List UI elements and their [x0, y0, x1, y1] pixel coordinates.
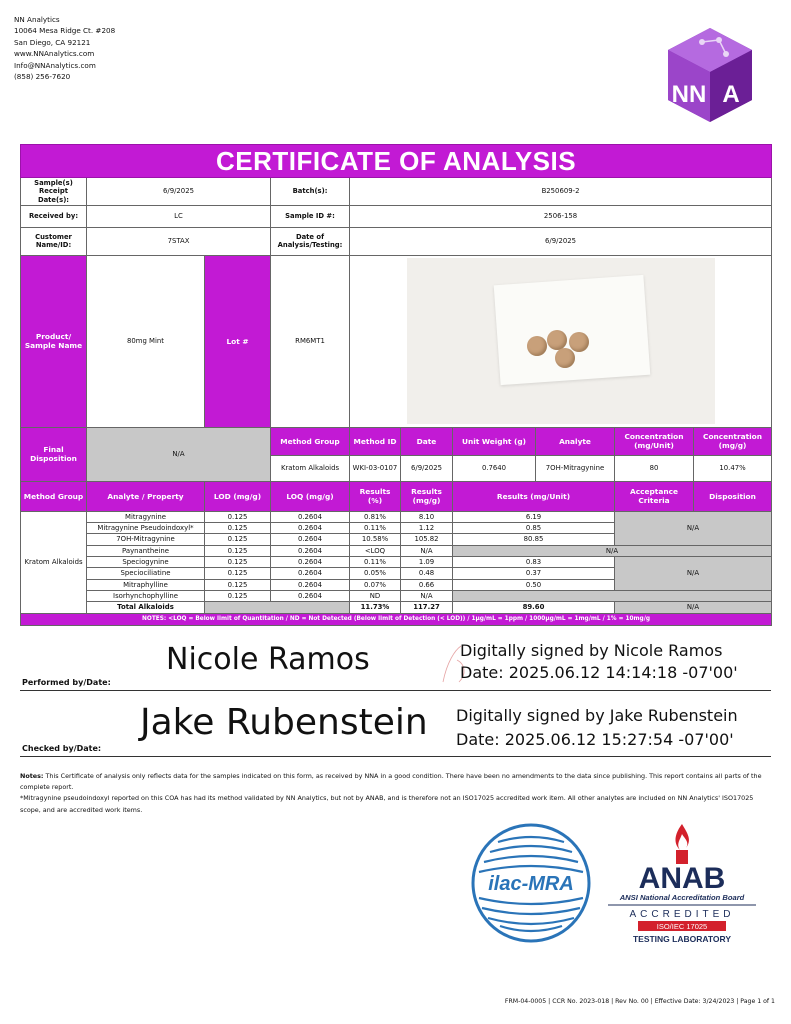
tablet: [569, 332, 589, 352]
result-mgu: 0.50: [453, 579, 615, 590]
batch-label: Batch(s):: [271, 178, 350, 206]
result-mgu: N/A: [453, 545, 772, 556]
summary-method-group: Kratom Alkaloids: [271, 455, 350, 481]
analyte-name: 7OH-Mitragynine: [87, 534, 205, 545]
result-pct: <LOQ: [350, 545, 401, 556]
result-mgg: 0.48: [401, 568, 453, 579]
performed-signature-row: [20, 640, 771, 691]
total-pct: 11.73%: [350, 602, 401, 613]
total-row: [21, 602, 772, 613]
performed-digital-signature: Digitally signed by Nicole Ramos: [460, 641, 723, 660]
summary-conc-g: 10.47%: [694, 455, 772, 481]
certificate-title: CERTIFICATE OF ANALYSIS: [21, 145, 772, 178]
table-row: [21, 511, 772, 522]
lod-value: 0.125: [205, 534, 271, 545]
analyte-name: Mitragynine: [87, 511, 205, 522]
footer-notes-paragraph: [20, 771, 771, 793]
loq-value: 0.2604: [271, 523, 350, 534]
total-label: Total Alkaloids: [87, 602, 205, 613]
lod-value: 0.125: [205, 545, 271, 556]
results-header-lod: LOD (mg/g): [205, 481, 271, 511]
received-by-label: Received by:: [21, 205, 87, 227]
analysis-date-value: 6/9/2025: [350, 227, 772, 255]
result-mgu: 80.85: [453, 534, 615, 545]
paper-sheet: [493, 275, 650, 385]
result-pct: 0.07%: [350, 579, 401, 590]
tablet: [527, 336, 547, 356]
result-mgu: 6.19: [453, 511, 615, 522]
result-pct: 0.05%: [350, 568, 401, 579]
tablet: [547, 330, 567, 350]
loq-value: 0.2604: [271, 534, 350, 545]
analyte-name: Mitragynine Pseudoindoxyl*: [87, 523, 205, 534]
total-mgu: 89.60: [453, 602, 615, 613]
performed-label: Performed by/Date:: [22, 678, 111, 687]
results-header-loq: LOQ (mg/g): [271, 481, 350, 511]
certificate-table: [20, 144, 772, 626]
lab-email: Info@NNAnalytics.com: [14, 60, 96, 70]
result-mgg: 8.10: [401, 511, 453, 522]
customer-value: 7STAX: [87, 227, 271, 255]
lab-address-line1: 10064 Mesa Ridge Ct. #208: [14, 26, 116, 36]
lod-value: 0.125: [205, 557, 271, 568]
sample-photo-cell: [350, 255, 772, 427]
batch-value: B250609-2: [350, 178, 772, 206]
lab-website: www.NNAnalytics.com: [14, 49, 95, 59]
table-row: [21, 590, 772, 601]
lod-value: 0.125: [205, 568, 271, 579]
svg-text:ANAB: ANAB: [638, 862, 726, 895]
svg-text:ilac-MRA: ilac-MRA: [488, 873, 574, 895]
nna-logo-icon: [664, 26, 756, 124]
result-mgg: 1.09: [401, 557, 453, 568]
result-mgu: 0.37: [453, 568, 615, 579]
performed-signature-name: Nicole Ramos: [166, 642, 370, 677]
results-header-pct: Results (%): [350, 481, 401, 511]
received-by-value: LC: [87, 205, 271, 227]
loq-value: 0.2604: [271, 511, 350, 522]
lab-phone: (858) 256-7620: [14, 72, 71, 82]
result-mgg: 1.12: [401, 523, 453, 534]
checked-digital-signature: Digitally signed by Jake Rubenstein: [456, 706, 738, 725]
result-mgu: [453, 590, 772, 601]
svg-text:NN: NN: [671, 81, 707, 108]
loq-value: 0.2604: [271, 557, 350, 568]
summary-analyte: 7OH-Mitragynine: [536, 455, 615, 481]
result-mgu: 0.85: [453, 523, 615, 534]
results-header-analyte: Analyte / Property: [87, 481, 205, 511]
lab-address-line2: San Diego, CA 92121: [14, 37, 91, 47]
summary-header-method-id: Method ID: [350, 427, 401, 455]
svg-text:ISO/IEC 17025: ISO/IEC 17025: [656, 922, 708, 931]
svg-text:ANSI National Accreditation Bo: ANSI National Accreditation Board: [619, 893, 745, 902]
customer-label: Customer Name/ID:: [21, 227, 87, 255]
analyte-name: Mitraphylline: [87, 579, 205, 590]
result-mgg: N/A: [401, 590, 453, 601]
acceptance-na-group1: N/A: [615, 511, 772, 545]
summary-unit-weight: 0.7640: [453, 455, 536, 481]
loq-value: 0.2604: [271, 545, 350, 556]
total-acceptance: N/A: [615, 602, 772, 613]
lab-name: NN Analytics: [14, 15, 60, 24]
receipt-date-label: Sample(s) Receipt Date(s):: [21, 178, 87, 206]
acceptance-na-group2: N/A: [615, 557, 772, 591]
loq-value: 0.2604: [271, 568, 350, 579]
result-mgg: N/A: [401, 545, 453, 556]
lod-value: 0.125: [205, 523, 271, 534]
receipt-date-value: 6/9/2025: [87, 178, 271, 206]
sample-id-label: Sample ID #:: [271, 205, 350, 227]
checked-signature-row: [20, 700, 771, 757]
ilac-mra-logo-icon: [470, 822, 592, 944]
results-header-mgu: Results (mg/Unit): [453, 481, 615, 511]
lod-value: 0.125: [205, 579, 271, 590]
result-pct: ND: [350, 590, 401, 601]
loq-value: 0.2604: [271, 590, 350, 601]
summary-header-conc-g: Concentration (mg/g): [694, 427, 772, 455]
form-number: FRM-04-0005 | CCR No. 2023-018 | Rev No. 00 | Effective Date: 3/24/2023 | Page 1 of 1: [504, 998, 775, 1005]
results-header-acceptance: Acceptance Criteria: [615, 481, 694, 511]
product-label: Product/ Sample Name: [21, 255, 87, 427]
lot-value: RM6MT1: [271, 255, 350, 427]
notes-bar: NOTES: <LOQ = Below limit of Quantitation / ND = Not Detected (Below limit of Detection (< LOD)) / 1µg/mL = 1ppm / 1000µg/mL = 1mg/mL / 1% = 10mg/g: [21, 613, 772, 625]
lod-value: 0.125: [205, 511, 271, 522]
result-mgu: 0.83: [453, 557, 615, 568]
table-row: [21, 545, 772, 556]
tablet: [555, 348, 575, 368]
product-name: 80mg Mint: [87, 255, 205, 427]
lab-header: [14, 14, 115, 82]
analyte-name: Isorhynchophylline: [87, 590, 205, 601]
checked-signature-name: Jake Rubenstein: [140, 702, 428, 743]
summary-header-conc-unit: Concentration (mg/Unit): [615, 427, 694, 455]
result-pct: 0.81%: [350, 511, 401, 522]
sample-id-value: 2506-158: [350, 205, 772, 227]
total-mgg: 117.27: [401, 602, 453, 613]
summary-header-analyte: Analyte: [536, 427, 615, 455]
loq-value: 0.2604: [271, 579, 350, 590]
result-pct: 0.11%: [350, 523, 401, 534]
result-mgg: 105.82: [401, 534, 453, 545]
sample-photo: [407, 258, 715, 424]
analyte-name: Paynantheine: [87, 545, 205, 556]
analyte-name: Speciociliatine: [87, 568, 205, 579]
summary-conc-unit: 80: [615, 455, 694, 481]
analyte-name: Speciogynine: [87, 557, 205, 568]
results-header-mgg: Results (mg/g): [401, 481, 453, 511]
asterisk-note: *Mitragynine pseudoindoxyl reported on this COA has had its method validated by NN Analytics, but not by ANAB, and is therefore not an ISO17025 accredited work item. All other analytes are included on NN Analytics' ISO17025 scope, and are accredited work items.: [20, 794, 754, 814]
summary-header-unit-weight: Unit Weight (g): [453, 427, 536, 455]
final-disposition-label: Final Disposition: [21, 427, 87, 481]
final-disposition-value: N/A: [87, 427, 271, 481]
svg-text:ACCREDITED: ACCREDITED: [629, 909, 735, 920]
lot-label: Lot #: [205, 255, 271, 427]
results-header-method-group: Method Group: [21, 481, 87, 511]
summary-header-date: Date: [401, 427, 453, 455]
result-mgg: 0.66: [401, 579, 453, 590]
notes-label: Notes:: [20, 772, 44, 780]
anab-accreditation-logo-icon: [602, 822, 762, 946]
footer-notes: [20, 771, 771, 816]
svg-text:A: A: [722, 81, 740, 108]
summary-method-id: WKI-03-0107: [350, 455, 401, 481]
result-pct: 10.58%: [350, 534, 401, 545]
analysis-date-label: Date of Analysis/Testing:: [271, 227, 350, 255]
performed-digital-date: Date: 2025.06.12 14:14:18 -07'00': [460, 663, 738, 682]
results-header-disposition: Disposition: [694, 481, 772, 511]
result-pct: 0.11%: [350, 557, 401, 568]
table-row: [21, 557, 772, 568]
lod-value: 0.125: [205, 590, 271, 601]
notes-text: This Certificate of analysis only reflects data for the samples indicated on this form, as received by NNA in a good condition. There have been no amendments to the data since publishing. This report contains all parts of the complete report.: [20, 772, 762, 792]
results-method-group: Kratom Alkaloids: [21, 511, 87, 613]
checked-label: Checked by/Date:: [22, 744, 102, 753]
total-empty: [205, 602, 350, 613]
summary-header-method-group: Method Group: [271, 427, 350, 455]
summary-date: 6/9/2025: [401, 455, 453, 481]
checked-digital-date: Date: 2025.06.12 15:27:54 -07'00': [456, 730, 734, 749]
svg-text:TESTING LABORATORY: TESTING LABORATORY: [632, 934, 732, 944]
